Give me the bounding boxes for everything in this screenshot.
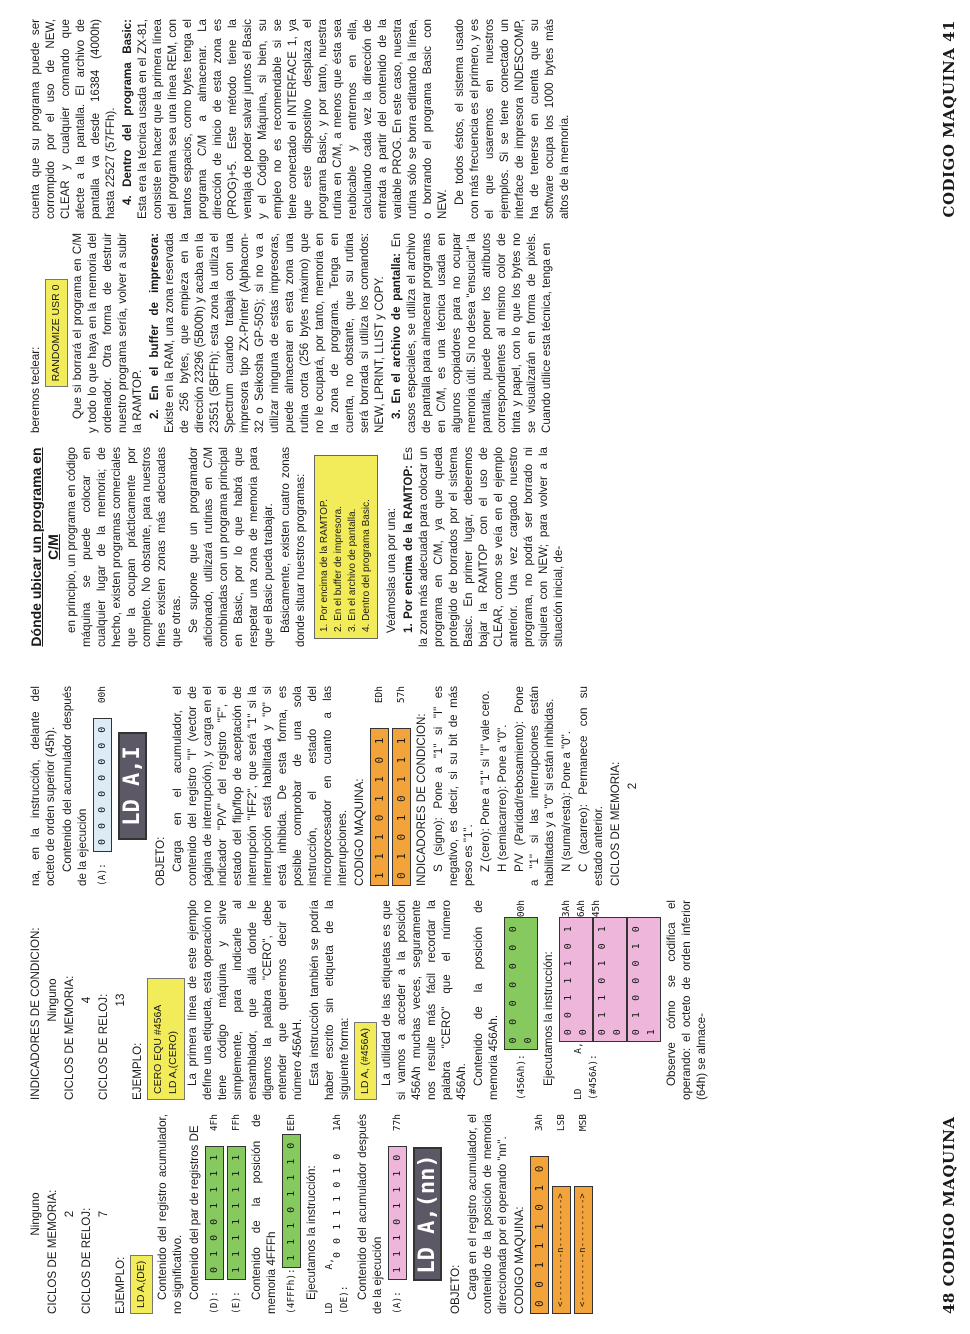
paragraph: Veámoslas una por una: bbox=[385, 507, 398, 633]
code-row bbox=[370, 686, 389, 886]
right-col-2 bbox=[28, 233, 556, 433]
byte-label: LSB bbox=[556, 1114, 567, 1132]
page-title: CODIGO MAQUINA bbox=[940, 47, 958, 218]
value: Ninguno bbox=[46, 978, 59, 1022]
label: OBJETO: bbox=[154, 836, 167, 886]
code-row bbox=[552, 1114, 571, 1314]
paragraph: De todos éstos, el sistema usado con más frecuencia es el primero, y es el que usaremos en nuestros ejemplos. Si se tiene conectado un interface de impresora INDESCOMP, ha de tenerse en cuenta que su software ocupa los 1000 bytes más altos de la memoria. bbox=[453, 19, 571, 219]
register-row bbox=[93, 686, 112, 886]
hex-value: 3Ah bbox=[561, 900, 572, 918]
bits-box: 0 0 0 0 0 0 0 0 bbox=[93, 718, 112, 852]
list-item: 1. Por encima de la RAMTOP. bbox=[319, 498, 330, 632]
hex-value: 45h bbox=[591, 900, 602, 918]
exec-block bbox=[559, 900, 661, 1100]
paragraph: Contenido del par de registros DE bbox=[188, 1125, 201, 1300]
right-footer bbox=[940, 20, 958, 218]
reg-label: (E): bbox=[231, 1291, 242, 1314]
bits-box: 0 1 0 0 1 1 1 1 bbox=[205, 1146, 224, 1280]
exec-label: LD A,(DE): bbox=[324, 1258, 350, 1314]
bits-box: 0 1 1 0 1 0 1 0 bbox=[593, 917, 627, 1042]
section-heading: Dónde ubicar un programa en C/M bbox=[28, 447, 61, 647]
register-row bbox=[205, 1114, 224, 1314]
paragraph: Ejecutamos la instrucción: bbox=[542, 951, 555, 1086]
paragraph: Básicamente, existen cuatro zonas donde situar nuestros programas: bbox=[279, 447, 307, 647]
text: Ninguno bbox=[29, 1192, 42, 1236]
subsection-title: 1. Por encima de la RAMTOP: bbox=[402, 464, 415, 633]
left-col-1 bbox=[28, 1114, 596, 1314]
label: CICLOS DE MEMORIA: bbox=[63, 975, 76, 1100]
list-item: 3. En el archivo de pantalla. bbox=[347, 508, 358, 632]
paragraph: Carga en el registro acumulador, el contenido de la posición de memoria direccionada por el operando "nn". bbox=[466, 1114, 509, 1314]
paragraph: beremos teclear: bbox=[29, 346, 42, 433]
paragraph: Carga en el acumulador, el contenido del registro "I" (vector de página de interrupción), y carga en el indicador "P/V" del registro "F", el estado del flip/flop de aceptación de interrupción "IFF2", que será "1" si la interrupción está habilitada y "0" si está inhibida. De esta forma, es posible comprobar de una sola instrucción, el estado del microprocesador en cuanto a las interrupciones. bbox=[171, 686, 349, 886]
paragraph: Contenido de la posición de memoria 456Ah. bbox=[472, 900, 500, 1100]
zones-list bbox=[314, 455, 378, 639]
exec-row bbox=[322, 1114, 352, 1314]
code-line: CERO EQU #456A bbox=[152, 1004, 164, 1094]
bits-box: 1 1 1 1 1 1 1 1 bbox=[227, 1146, 246, 1280]
flag-z: Z (cero): Pone a "1" si "I" vale cero. bbox=[479, 690, 492, 872]
flag-s: S (signo): Pone a "1" si "I" es negativo, es decir, si su bit de más peso es "1". bbox=[432, 686, 475, 886]
bits-box: 0 1 0 0 0 1 0 1 bbox=[627, 917, 661, 1042]
register-row bbox=[227, 1114, 246, 1314]
value: 2 bbox=[626, 782, 639, 790]
paragraph: La utilidad de las etiquetas es que si vamos a acceder a la posición 456Ah muchas veces, seguramente nos resulte más fácil recordar la palabra "CERO" que el número 456Ah. bbox=[380, 900, 468, 1100]
hex-value: 00h bbox=[97, 686, 108, 704]
subsection-title: 4. Dentro del programa Basic: bbox=[121, 19, 134, 205]
paragraph: La primera línea de este ejemplo define una etiqueta, esta operación no tiene código máquina y sirve simplemente, para indicarle al ensamblador, que allá donde le digamos la palabra "CERO", debe entender que queremos decir el número 456AH. bbox=[186, 900, 304, 1100]
hex-value: 1Ah bbox=[331, 1114, 343, 1132]
instruction-title: LD A,I bbox=[118, 732, 147, 840]
register-row bbox=[282, 1114, 301, 1314]
hex-value: 4Fh bbox=[209, 1114, 220, 1132]
label: CICLOS DE RELOJ: bbox=[80, 1207, 93, 1314]
reg-label: (A): bbox=[97, 863, 108, 886]
hex-value: 00h bbox=[515, 900, 527, 918]
left-footer bbox=[940, 1117, 958, 1315]
label: CICLOS DE MEMORIA: bbox=[609, 761, 622, 886]
operand-box: <---------n---------> bbox=[574, 1186, 593, 1314]
paragraph: Esta instrucción también se podría haber escrito sin etiqueta de la siguiente forma: bbox=[308, 900, 351, 1100]
paragraph: Contenido del acumulador después de la ejecución bbox=[356, 1114, 384, 1314]
register-row bbox=[504, 900, 538, 1100]
value: 13 bbox=[114, 993, 127, 1007]
bits-box: 1 1 1 0 1 1 1 0 bbox=[282, 1134, 301, 1268]
list-item: 4. Dentro del programa Basic. bbox=[361, 499, 372, 632]
page-number: 41 bbox=[940, 20, 958, 42]
code-row bbox=[574, 1114, 593, 1314]
exec-bits: 0 0 1 1 1 0 1 0 bbox=[331, 1152, 343, 1258]
value: 4 bbox=[80, 996, 93, 1004]
page-title: CODIGO MAQUINA bbox=[940, 1116, 958, 1287]
bits-box: 0 0 1 1 1 0 1 0 bbox=[530, 1156, 549, 1314]
code-row bbox=[392, 686, 411, 886]
left-page bbox=[0, 667, 970, 1334]
paragraph: Contenido de la posición de memoria 4FFFh bbox=[250, 1114, 278, 1314]
paragraph: Se supone que un programador aficionado, utilizará rutinas en C/M combinadas con un programa principal en Basic, por lo que habrá que respetar una zona de memoria para que el Basic pueda trabajar. bbox=[187, 447, 275, 647]
paragraph: Existe en la RAM, una zona reservada de 256 bytes, que empieza en la dirección 23296 (5B00h) y acaba en la 23551 (5BFFh); esta zona la utiliza el Spectrum cuando trabaja con una impresora tipo ZX-Printer (Alphacom-32 o Seikosha GP-50S); si no va a utilizar ninguna de estas impresoras, puede almacenar en esta zona una rutina corta (256 bytes máximo) que no le ocupará, por tanto, memoria en la zona de programa. Tenga en cuenta, no obstante, que su rutina será borrada si utiliza los comandos: NEW, LPRINT, LLIST y COPY. bbox=[163, 233, 386, 433]
value: 2 bbox=[63, 1210, 76, 1218]
paragraph: na, en la instrucción, delante del octeto de orden superior (45h). bbox=[29, 686, 57, 886]
paragraph: Que si borrará el programa en C/M y todo lo que haya en la memoria del ordenador. Otra forma de destruir nuestro programa sería, volver a subir la RAMTOP. bbox=[71, 233, 144, 433]
hex-value: EEh bbox=[286, 1114, 297, 1132]
instruction-title: LD A,(nn) bbox=[413, 1147, 442, 1281]
label: CICLOS DE RELOJ: bbox=[97, 993, 110, 1100]
paragraph: Contenido del acumulador después de la ejecución bbox=[61, 686, 89, 886]
paragraph: en principio, un programa en código máquina se puede colocar en cualquier lugar de la memoria; de hecho, existen programas comerciales que la ocupan prácticamente por completo. No obstante, para nuestros fines existen zonas más adecuadas que otras. bbox=[65, 447, 183, 647]
label: INDICADORES DE CONDICION: bbox=[29, 927, 42, 1100]
paragraph: Contenido del registro acumulador, no significativo. bbox=[156, 1114, 184, 1314]
reg-label: (4FFFh): bbox=[286, 1268, 297, 1314]
hex-value: 57h bbox=[396, 686, 407, 704]
exec-hex bbox=[559, 900, 604, 917]
label: EJEMPLO: bbox=[131, 1042, 144, 1100]
paragraph: En casos especiales, se utiliza el archivo de pantalla para almacenar programas en C/M, es una técnica usada en algunos copiadores para no ocupar memoria útil. Si no desea "ensuciar" la pantalla, puede poner los atributos correspondientes al mismo color de tinta y papel, con lo que los bytes no se visualizarán en forma de pixels. Cuando utilice esta técnica, tenga en bbox=[390, 233, 553, 433]
reg-label: (D): bbox=[209, 1291, 220, 1314]
reg-label: (A): bbox=[392, 1291, 403, 1314]
code-box bbox=[147, 978, 185, 1100]
flag-n: N (suma/resta): Pone a "0". bbox=[560, 731, 573, 872]
label: INDICADORES DE CONDICION: bbox=[415, 713, 428, 886]
paragraph: cuenta que su programa puede ser corrompido por el uso de NEW, CLEAR y cualquier comando que afecte a la pantalla. El archivo de pantalla va desde 16384 (4000h) hasta 22527 (57FFh). bbox=[29, 19, 117, 219]
flag-c: C (acarreo): Permanece con su estado anterior. bbox=[577, 686, 605, 886]
left-col-2 bbox=[28, 900, 711, 1100]
subsection-title: 3. En el archivo de pantalla: bbox=[390, 253, 403, 419]
hex-value: 6Ah bbox=[576, 900, 587, 918]
bits-box: 0 0 1 1 1 0 1 0 bbox=[559, 917, 593, 1042]
byte-label: MSB bbox=[578, 1114, 589, 1132]
register-row bbox=[388, 1114, 407, 1314]
flag-pv: P/V (Paridad/rebosamiento): Pone a "1" si las interrupciones están habilitadas y a "0" si están inhibidas. bbox=[513, 686, 556, 886]
label: OBJETO: bbox=[449, 1264, 462, 1314]
paragraph: Es la zona más adecuada para colocar un programa en C/M, ya que queda protegido de borrados por el sistema Basic. En primer lugar, deberemos bajar la RAMTOP con el uso de CLEAR, como se veía en el ejemplo anterior. Una vez cargado nuestro programa, no podrá ser borrado ni siquiera con NEW; para volver a la situación inicial, de- bbox=[402, 447, 565, 647]
flag-h: H (semiacarreo): Pone a "0". bbox=[496, 724, 509, 872]
exec-label: LD A, (#456A): bbox=[573, 1042, 599, 1100]
hex-value: 3Ah bbox=[534, 1114, 545, 1132]
instruction-box: LD A,(DE) bbox=[130, 1255, 153, 1314]
bits-box: 0 0 0 0 0 0 0 0 bbox=[504, 917, 538, 1050]
right-col-3 bbox=[28, 19, 574, 219]
code-row bbox=[530, 1114, 549, 1314]
bits-box: 0 1 0 1 0 1 1 1 bbox=[392, 728, 411, 886]
operand-box: <---------n---------> bbox=[552, 1186, 571, 1314]
reg-label: (456Ah): bbox=[515, 1054, 527, 1100]
label: CICLOS DE MEMORIA: bbox=[46, 1189, 59, 1314]
hex-value: EDh bbox=[374, 686, 385, 704]
label: EJEMPLO: bbox=[114, 1256, 127, 1314]
value: 7 bbox=[97, 1210, 110, 1218]
list-item: 2. En el buffer de impresora. bbox=[333, 506, 344, 632]
exec-bytes bbox=[559, 917, 661, 1042]
hex-value: FFh bbox=[231, 1114, 242, 1132]
code-box: RANDOMIZE USR 0 bbox=[45, 279, 68, 388]
hex-value: 77h bbox=[392, 1114, 403, 1132]
right-col-1 bbox=[28, 447, 568, 647]
paragraph: Observe cómo se codifica el operando: el octeto de orden inferior (64h) se almace- bbox=[665, 900, 708, 1100]
paragraph: Ejecutamos la instrucción: bbox=[305, 1165, 318, 1300]
paragraph: Esta era la técnica usada en el ZX-81, consiste en hacer que la primera línea del programa sea una línea REM, con tantos espacios, como bytes tenga el programa C/M a almacenar. La dirección de inicio de esta zona es (PROG)+5. Este método tiene la ventaja de poder salvar juntos el Basic y el Código Máquina, si bien, su empleo no es recomendable si se tiene conectado el INTERFACE 1, ya que este dispositivo desplaza el programa Basic, y por tanto, nuestra rutina en C/M, a menos que ésta sea reubicable y entremos en ella, calculando cada vez la dirección de entrada a partir del contenido de la variable PROG. En este caso, nuestra rutina sólo se borra editando la línea, o borrando el programa Basic con NEW. bbox=[136, 19, 449, 219]
left-col-3 bbox=[28, 686, 642, 886]
bits-box: 1 1 1 0 1 1 0 1 bbox=[370, 728, 389, 886]
code-line: LD A,(CERO) bbox=[167, 1030, 179, 1094]
page-number: 48 bbox=[940, 1292, 958, 1314]
subsection-title: 2. En el buffer de impresora: bbox=[148, 233, 161, 419]
instruction-box: LD A, (#456A) bbox=[354, 1022, 377, 1100]
label: CODIGO MAQUINA: bbox=[353, 778, 366, 886]
bits-box: 1 1 1 0 1 1 1 0 bbox=[388, 1146, 407, 1280]
label: CODIGO MAQUINA: bbox=[513, 1206, 526, 1314]
